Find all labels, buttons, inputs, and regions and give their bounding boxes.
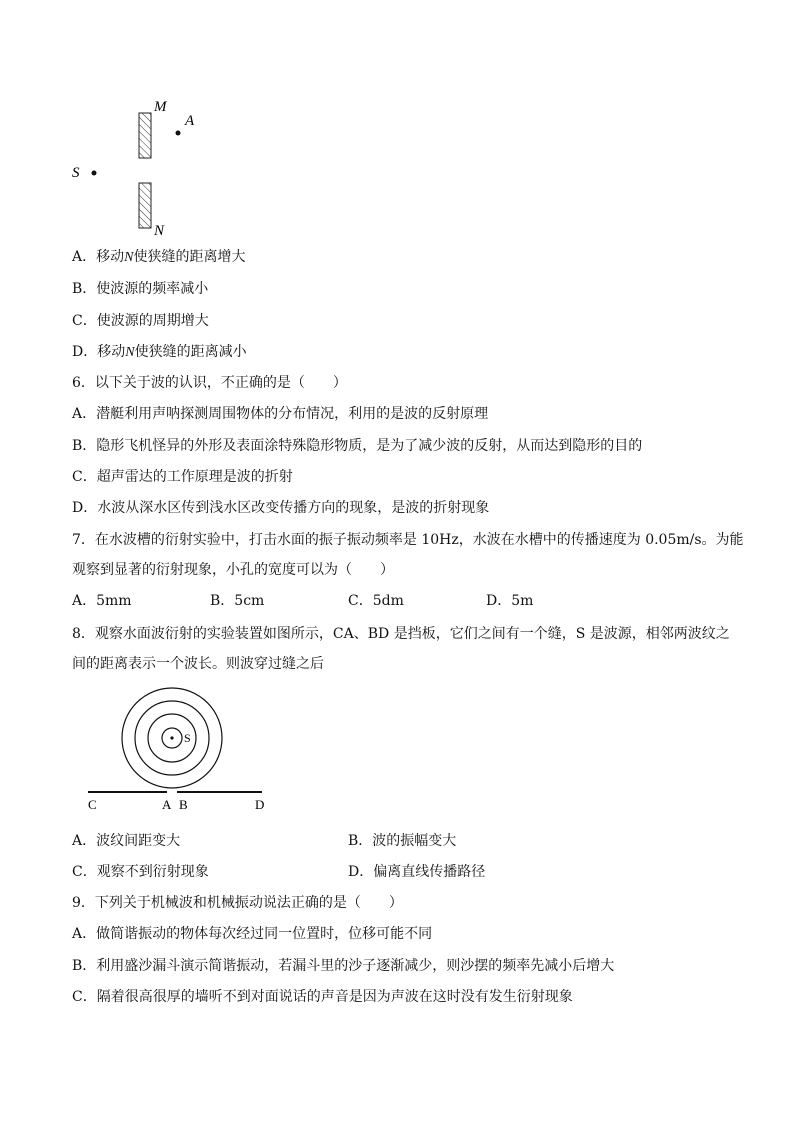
q8-stem-line2: 间的距离表示一个波长。则波穿过缝之后 <box>72 656 324 672</box>
q6-option-a: A．潜艇利用声呐探测周围物体的分布情况，利用的是波的反射原理 <box>72 406 489 422</box>
label-c: C <box>88 797 97 812</box>
q8-option-d: D．偏离直线传播路径 <box>348 864 486 880</box>
q8-option-c: C．观察不到衍射现象 <box>72 864 209 880</box>
q6-option-b: B．隐形飞机怪异的外形及表面涂特殊隐形物质，是为了减少波的反射，从而达到隐形的目的 <box>72 438 643 454</box>
q9-option-a: A．做简谐振动的物体每次经过同一位置时，位移可能不同 <box>72 926 433 942</box>
q8-option-a: A．波纹间距变大 <box>72 833 181 849</box>
q5-option-a: A．移动N使狭缝的距离增大 <box>72 249 246 265</box>
slit-diagram <box>60 95 220 245</box>
label-s2: S <box>184 731 191 745</box>
source-s-dot <box>170 736 173 739</box>
q9-option-b: B．利用盛沙漏斗演示简谐振动，若漏斗里的沙子逐渐减少，则沙摆的频率先减小后增大 <box>72 958 615 974</box>
q9-stem: 9．下列关于机械波和机械振动说法正确的是（ ） <box>72 895 403 911</box>
q6-option-d: D．水波从深水区传到浅水区改变传播方向的现象，是波的折射现象 <box>72 500 490 516</box>
q7-option-b: B．5cm <box>210 593 265 609</box>
q6-option-c: C．超声雷达的工作原理是波的折射 <box>72 469 293 485</box>
q5-option-d: D．移动N使狭缝的距离减小 <box>72 344 247 360</box>
label-d: D <box>255 797 265 812</box>
label-s: S <box>72 165 80 181</box>
label-m: M <box>154 99 167 115</box>
q5-option-c: C．使波源的周期增大 <box>72 313 209 329</box>
q8-stem-line1: 8．观察水面波衍射的实验装置如图所示，CA、BD 是挡板，它们之间有一个缝，S 是波源，相邻两波纹之 <box>72 626 730 642</box>
barrier-n <box>139 183 151 228</box>
q8-option-b: B．波的振幅变大 <box>348 833 457 849</box>
q7-stem-line2: 观察到显著的衍射现象，小孔的宽度可以为（ ） <box>72 562 394 578</box>
source-s <box>92 171 97 176</box>
point-a <box>176 131 181 136</box>
q6-stem: 6．以下关于波的认识，不正确的是（ ） <box>72 375 347 391</box>
q7-option-c: C．5dm <box>348 593 404 609</box>
barrier-m <box>139 113 151 158</box>
q7-option-d: D．5m <box>486 593 534 609</box>
label-a2: A <box>162 797 172 812</box>
label-b: B <box>179 797 188 812</box>
diffraction-diagram <box>80 685 280 815</box>
q5-option-b: B．使波源的频率减小 <box>72 281 209 297</box>
q7-stem-line1: 7．在水波槽的衍射实验中，打击水面的振子振动频率是 10Hz，水波在水槽中的传播速度为 0.05m/s。为能 <box>72 532 744 548</box>
label-a: A <box>185 113 195 129</box>
q9-option-c: C．隔着很高很厚的墙听不到对面说话的声音是因为声波在这时没有发生衍射现象 <box>72 989 573 1005</box>
label-n: N <box>154 223 165 239</box>
q7-option-a: A．5mm <box>72 593 132 609</box>
